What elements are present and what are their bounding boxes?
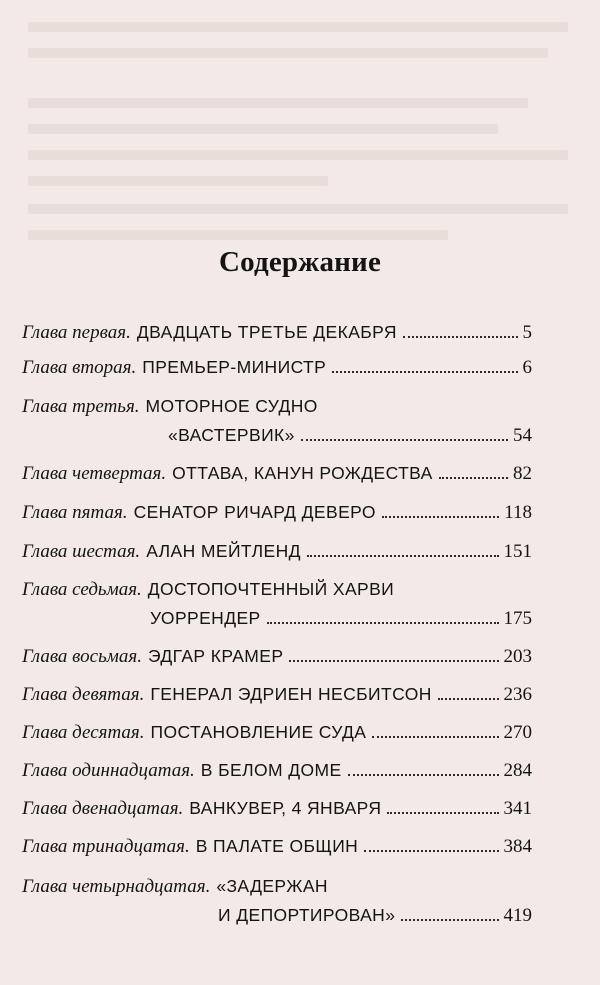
- page-number: 341: [503, 798, 532, 819]
- chapter-title: В БЕЛОМ ДОМЕ: [200, 760, 342, 780]
- chapter-label: Глава одиннадцатая.: [22, 760, 195, 781]
- chapter-label: Глава четвертая.: [22, 463, 167, 484]
- page-number: 175: [503, 608, 532, 629]
- toc-entry: [22, 498, 532, 527]
- toc-entry: [22, 575, 532, 633]
- chapter-title: «ЗАДЕРЖАН: [216, 876, 328, 896]
- chapter-title: МОТОРНОЕ СУДНО: [145, 396, 318, 416]
- toc-entry: [22, 459, 532, 488]
- dot-leader: [307, 555, 499, 557]
- toc-entry: [22, 353, 532, 382]
- toc-entry: [22, 756, 532, 785]
- chapter-title: АЛАН МЕЙТЛЕНД: [146, 541, 301, 561]
- dot-leader: [439, 477, 508, 479]
- page-number: 236: [503, 684, 532, 705]
- page-number: 82: [513, 463, 532, 484]
- toc-title: Содержание: [218, 246, 382, 278]
- chapter-title: СЕНАТОР РИЧАРД ДЕВЕРО: [133, 502, 376, 522]
- toc-entry: [22, 537, 532, 566]
- chapter-label: Глава седьмая.: [22, 579, 142, 600]
- chapter-label: Глава девятая.: [22, 684, 145, 705]
- toc-entry: [22, 794, 532, 823]
- chapter-label: Глава первая.: [22, 322, 131, 343]
- toc-entry: [22, 392, 532, 450]
- chapter-title: ПРЕМЬЕР-МИНИСТР: [142, 357, 327, 377]
- chapter-title-continued: «ВАСТЕРВИК»: [168, 425, 295, 445]
- table-of-contents: [22, 318, 532, 930]
- dot-leader: [372, 736, 498, 738]
- page-number: 151: [503, 541, 532, 562]
- page-number: 5: [522, 322, 532, 343]
- page-number: 284: [503, 760, 532, 781]
- dot-leader: [289, 660, 498, 662]
- chapter-label: Глава тринадцатая.: [22, 836, 190, 857]
- chapter-title: В ПАЛАТЕ ОБЩИН: [195, 836, 359, 856]
- chapter-label: Глава четырнадцатая.: [22, 876, 211, 897]
- chapter-label: Глава третья.: [22, 396, 140, 417]
- chapter-label: Глава шестая.: [22, 541, 141, 562]
- page-number: 54: [513, 425, 532, 446]
- chapter-title-continued: И ДЕПОРТИРОВАН»: [218, 905, 396, 925]
- page-number: 270: [503, 722, 532, 743]
- dot-leader: [348, 774, 499, 776]
- chapter-title: ЭДГАР КРАМЕР: [147, 646, 284, 666]
- dot-leader: [438, 698, 499, 700]
- chapter-title: ПОСТАНОВЛЕНИЕ СУДА: [150, 722, 367, 742]
- page-number: 118: [504, 502, 532, 523]
- chapter-title: ГЕНЕРАЛ ЭДРИЕН НЕСБИТСОН: [150, 684, 432, 704]
- chapter-title: ДВАДЦАТЬ ТРЕТЬЕ ДЕКАБРЯ: [136, 322, 397, 342]
- toc-entry: [22, 872, 532, 930]
- page-number: 203: [503, 646, 532, 667]
- toc-entry: [22, 642, 532, 671]
- toc-entry: [22, 318, 532, 347]
- page-number: 6: [522, 357, 532, 378]
- chapter-label: Глава десятая.: [22, 722, 145, 743]
- chapter-label: Глава вторая.: [22, 357, 137, 378]
- dot-leader: [364, 850, 498, 852]
- toc-entry: [22, 832, 532, 861]
- chapter-title-continued: УОРРЕНДЕР: [150, 608, 261, 628]
- toc-entry: [22, 718, 532, 747]
- dot-leader: [387, 812, 498, 814]
- dot-leader: [267, 622, 499, 624]
- dot-leader: [401, 919, 498, 921]
- chapter-title: ДОСТОПОЧТЕННЫЙ ХАРВИ: [147, 579, 395, 599]
- page-number: 419: [503, 905, 532, 926]
- dot-leader: [301, 439, 508, 441]
- chapter-label: Глава пятая.: [22, 502, 128, 523]
- dot-leader: [332, 371, 517, 373]
- page-number: 384: [503, 836, 532, 857]
- chapter-label: Глава восьмая.: [22, 646, 142, 667]
- dot-leader: [382, 516, 499, 518]
- toc-entry: [22, 680, 532, 709]
- chapter-label: Глава двенадцатая.: [22, 798, 184, 819]
- chapter-title: ВАНКУВЕР, 4 ЯНВАРЯ: [189, 798, 382, 818]
- chapter-title: ОТТАВА, КАНУН РОЖДЕСТВА: [172, 463, 433, 483]
- dot-leader: [403, 336, 518, 338]
